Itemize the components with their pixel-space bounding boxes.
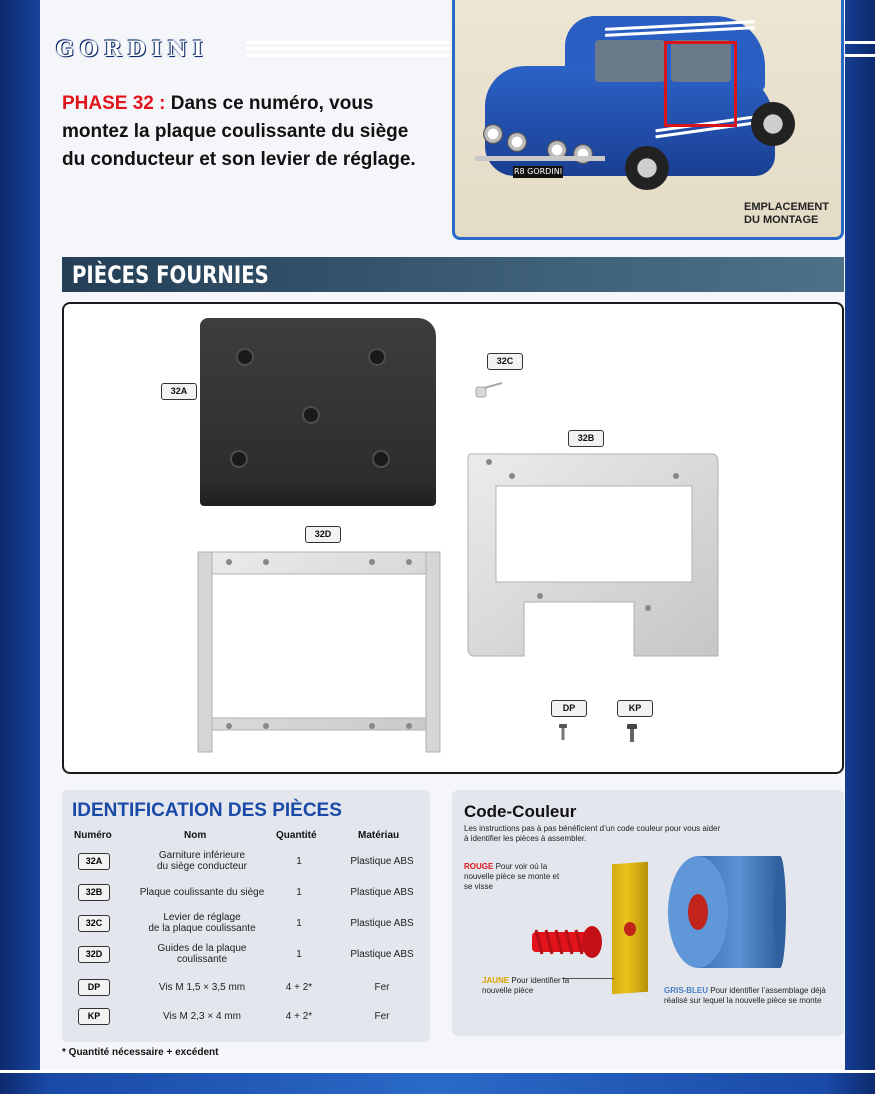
tag-32a: 32A — [161, 383, 197, 400]
row-number: DP — [78, 979, 110, 996]
tag-32c: 32C — [487, 353, 523, 370]
part-hole — [372, 450, 390, 468]
car-window-front — [595, 40, 665, 82]
row-number: 32C — [78, 915, 110, 932]
pieces-panel — [62, 302, 844, 774]
legend-jaune-text: Pour identifier la nouvelle pièce — [482, 976, 570, 995]
part-hole — [236, 348, 254, 366]
row-number: 32B — [78, 884, 110, 901]
legend-rouge-text: Pour voir où la nouvelle pièce se monte et se visse — [464, 862, 560, 891]
row-material: Plastique ABS — [350, 886, 414, 898]
row-name: Vis M 1,5 × 3,5 mm — [158, 981, 246, 993]
row-quantity: 1 — [296, 855, 302, 867]
row-material: Plastique ABS — [350, 948, 414, 960]
legend-gris-bleu-text: Pour identifier l’assemblage déjà réalisé sur lequel la nouvelle pièce se monte — [664, 986, 826, 1005]
code-couleur-title: Code-Couleur — [464, 802, 577, 821]
table-row — [62, 846, 430, 876]
legend-jaune — [482, 976, 592, 996]
table-row — [62, 939, 430, 969]
car-headlight — [507, 132, 527, 152]
phase-label: PHASE 32 : — [62, 93, 166, 114]
emplacement-label — [744, 201, 829, 227]
part-hole — [302, 406, 320, 424]
car-headlight — [573, 144, 593, 164]
logo-stripes-right — [845, 41, 875, 57]
part-32b-image — [464, 452, 722, 662]
mounting-location-highlight — [664, 41, 737, 127]
part-32c-image — [474, 379, 504, 401]
row-name: Garniture inférieure du siège conducteur — [156, 850, 248, 872]
row-material: Fer — [374, 1010, 390, 1022]
tag-kp: KP — [617, 700, 653, 717]
tag-32b: 32B — [568, 430, 604, 447]
table-row — [62, 908, 430, 938]
row-material: Fer — [374, 981, 390, 993]
row-number: 32D — [78, 946, 110, 963]
car-wheel — [751, 102, 795, 146]
phase-intro — [62, 90, 422, 174]
car-photo — [452, 0, 844, 240]
row-material: Plastique ABS — [350, 855, 414, 867]
row-name: Vis M 2,3 × 4 mm — [163, 1010, 241, 1022]
row-number: 32A — [78, 853, 110, 870]
legend-gris-bleu-label: GRIS-BLEU — [664, 986, 708, 995]
row-material: Plastique ABS — [350, 917, 414, 929]
row-quantity: 1 — [296, 917, 302, 929]
part-32a-image — [200, 318, 436, 506]
emplacement-line-1: EMPLACEMENT — [744, 201, 829, 213]
legend-gris-bleu — [664, 986, 834, 1006]
row-name: Plaque coulissante du siège — [139, 886, 265, 898]
part-hole — [368, 348, 386, 366]
col-quantite: Quantité — [276, 830, 317, 841]
col-numero: Numéro — [74, 830, 112, 841]
car-plate: R8 GORDINI — [513, 167, 563, 176]
identification-title: IDENTIFICATION DES PIÈCES — [72, 800, 342, 821]
row-quantity: 4 + 2* — [285, 1010, 313, 1022]
col-nom: Nom — [184, 830, 207, 841]
gordini-logo: GORDINI — [56, 36, 209, 61]
legend-jaune-label: JAUNE — [482, 976, 510, 985]
bottom-divider — [0, 1070, 875, 1073]
footnote: * Quantité nécessaire + excédent — [62, 1047, 219, 1058]
part-hole — [230, 450, 248, 468]
screw-dp-image — [558, 724, 568, 744]
row-quantity: 4 + 2* — [285, 981, 313, 993]
screw-kp-image — [627, 724, 637, 744]
phase-description: Dans ce numéro, vous montez la plaque coulissante du siège du conducteur et son levier de réglage. — [62, 93, 416, 170]
section-title: PIÈCES FOURNIES — [72, 261, 269, 289]
legend-rouge-label: ROUGE — [464, 862, 494, 871]
logo-stripes — [246, 41, 456, 57]
grey-blue-assembly-illustration — [664, 850, 786, 976]
col-materiau: Matériau — [358, 830, 400, 841]
section-header-pieces — [62, 257, 844, 292]
row-number: KP — [78, 1008, 110, 1025]
row-quantity: 1 — [296, 886, 302, 898]
legend-rouge — [464, 862, 564, 892]
car-wheel — [625, 146, 669, 190]
tag-32d: 32D — [305, 526, 341, 543]
part-32d-image — [194, 548, 444, 756]
table-row — [62, 1001, 430, 1031]
identification-panel — [62, 790, 430, 1042]
yellow-part-hole — [624, 922, 636, 936]
red-screw-illustration — [522, 920, 604, 964]
car-headlight — [483, 124, 503, 144]
code-couleur-panel — [452, 790, 844, 1036]
tag-dp: DP — [551, 700, 587, 717]
table-row — [62, 972, 430, 1002]
row-name: Guides de la plaque coulissante — [157, 943, 247, 965]
emplacement-line-2: DU MONTAGE — [744, 214, 819, 226]
row-quantity: 1 — [296, 948, 302, 960]
car-bumper — [475, 156, 605, 161]
row-name: Levier de réglage de la plaque coulissante — [148, 912, 256, 934]
table-row — [62, 877, 430, 907]
code-couleur-subtitle: Les instructions pas à pas bénéficient d’un code couleur pour vous aider à identifier les pièces à assembler. — [464, 824, 721, 843]
